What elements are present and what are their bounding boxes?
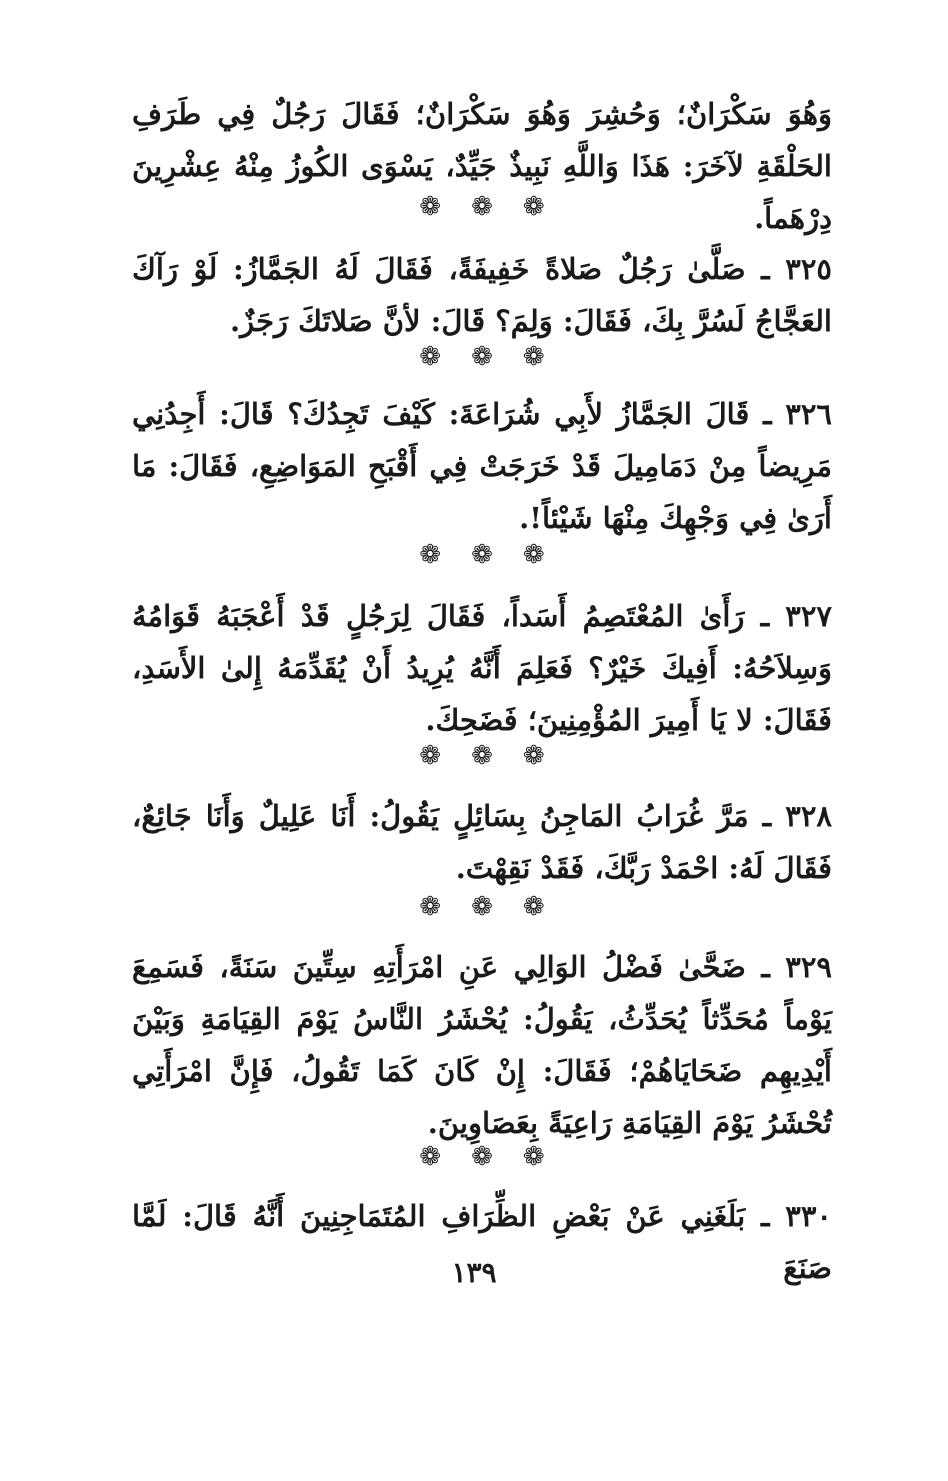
section-divider [132,892,832,922]
paragraph-text: ٣٢٧ ـ رَأَىٰ المُعْتَصِمُ أَسَداً، فَقَالَ لِرَجُلٍ قَدْ أَعْجَبَهُ قَوَامُهُ وَسِلاَحُهُ: أَفِيكَ خَيْرٌ؟ فَعَلِمَ أَنَّهُ يُرِيدُ أَنْ يُقَدِّمَهُ إِلىٰ الأَسَدِ، فَقَالَ: لا يَا أَمِيرَ المُؤْمِنِينَ؛ فَضَحِكَ. [132,599,832,737]
section-divider [132,192,832,222]
anecdote-329 [132,941,832,1149]
ornament-icon: ❁ [419,892,442,922]
ornament-icon: ❁ [471,342,493,372]
paragraph-text: ٣٢٩ ـ ضَحَّىٰ فَضْلُ الوَالِي عَنِ امْرَأَتِهِ سِتِّينَ سَنَةً، فَسَمِعَ يَوْماً مُحَدِّثاً يُحَدِّثُ، يَقُولُ: يُحْشَرُ النَّاسُ يَوْمَ القِيَامَةِ وَبَيْنَ أَيْدِيهِم ضَحَايَاهُمْ؛ فَقَالَ: إِنْ كَانَ كَمَا تَقُولُ، فَإِنَّ امْرَأَتِي تُحْشَرُ يَوْمَ القِيَامَةِ رَاعِيَةً بِعَصَاوِينَ. [132,950,832,1140]
ornament-icon: ❁ [419,342,442,372]
ornament-icon: ❁ [471,540,493,570]
paragraph-text: ٣٣٠ ـ بَلَغَنِي عَنْ بَعْضِ الظِّرَافِ المُتَمَاجِنِينَ أَنَّهُ قَالَ: لَمَّا صَنَعَ [132,1199,832,1285]
section-divider [132,342,832,372]
ornament-icon: ❁ [419,540,442,570]
ornament-icon: ❁ [471,1142,493,1172]
paragraph-text: ٣٢٦ ـ قَالَ الجَمَّازُ لأَبِي شُرَاعَةَ: كَيْفَ تَجِدُكَ؟ قَالَ: أَجِدُنِي مَرِيضاً مِنْ دَمَامِيلَ قَدْ خَرَجَتْ فِي أَقْبَحِ المَوَاضِعِ، فَقَالَ: مَا أَرَىٰ فِي وَجْهِكَ مِنْهَا شَيْئاً!. [132,397,832,535]
section-divider [132,741,832,771]
anecdote-326 [132,388,832,544]
ornament-icon: ❁ [471,892,493,922]
ornament-icon: ❁ [522,540,545,570]
ornament-icon: ❁ [522,192,545,222]
ornament-icon: ❁ [419,192,442,222]
page-number: ١٣٩ [451,1256,497,1289]
ornament-icon: ❁ [522,741,545,771]
ornament-icon: ❁ [471,192,493,222]
paragraph-text: ٣٢٥ ـ صَلَّىٰ رَجُلٌ صَلاةً خَفِيفَةً، فَقَالَ لَهُ الجَمَّازُ: لَوْ رَآكَ العَجَّاجُ لَسُرَّ بِكَ، فَقَالَ: وَلِمَ؟ قَالَ: لأنَّ صَلاتَكَ رَجَزٌ. [132,252,832,338]
ornament-icon: ❁ [522,1142,545,1172]
ornament-icon: ❁ [419,1142,442,1172]
ornament-icon: ❁ [522,892,545,922]
ornament-icon: ❁ [419,741,442,771]
paragraph-text: ٣٢٨ ـ مَرَّ غُرَابُ المَاجِنُ بِسَائِلٍ يَقُولُ: أَنَا عَلِيلٌ وَأَنَا جَائِعٌ، فَقَالَ لَهُ: احْمَدْ رَبَّكَ، فَقَدْ نَقِهْتَ. [132,799,832,885]
anecdote-328 [132,790,832,894]
ornament-icon: ❁ [522,342,545,372]
section-divider [132,540,832,570]
section-divider [132,1142,832,1172]
anecdote-325 [132,243,832,347]
anecdote-327 [132,590,832,746]
paragraph-text: وَهُوَ سَكْرَانٌ؛ وَحُشِرَ وَهُوَ سَكْرَانٌ؛ فَقَالَ رَجُلٌ فِي طَرَفِ الحَلْقَةِ لآخَرَ: هَذَا وَاللَّهِ نَبِيذٌ جَيِّدٌ، يَسْوَى الكُوزُ مِنْهُ عِشْرِينَ دِرْهَماً. [132,97,832,235]
ornament-icon: ❁ [471,741,493,771]
